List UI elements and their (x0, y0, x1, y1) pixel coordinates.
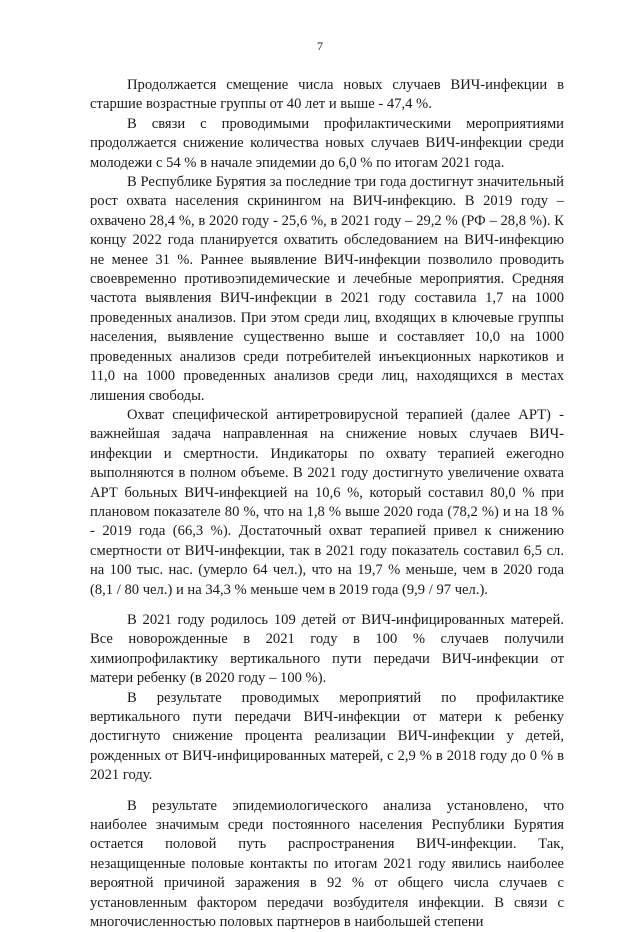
paragraph-transmission-route: В результате эпидемиологического анализа установлено, что наиболее значимым среди постоянного населения Республики Бурятия остается половой путь распространения ВИЧ-инфекции. Так, незащищенные половые контакты по итогам 2021 году явились наиболее вероятной причиной заражения в 92 % от общего числа случаев с установленным фактором передачи возбудителя инфекции. В связи с многочисленностью половых партнеров в наибольшей степени (90, 797, 564, 931)
document-body (90, 76, 564, 932)
paragraph-children-born: В 2021 году родилось 109 детей от ВИЧ-инфицированных матерей. Все новорожденные в 2021 году в 100 % случаев получили химиопрофилактику вертикального пути передачи ВИЧ-инфекции от матери ребенку (в 2020 году – 100 %). (90, 611, 564, 687)
paragraph-art-coverage: Охват специфической антиретровирусной терапией (далее АРТ) - важнейшая задача направленная на снижение новых случаев ВИЧ-инфекции и смертности. Индикаторы по охвату терапией ежегодно выполняются в полном объеме. В 2021 году достигнуто увеличение охвата АРТ больных ВИЧ-инфекцией на 10,6 %, который составил 80,0 % при плановом показателе 80 %, что на 1,8 % выше 2020 года (78,2 %) и на 18 % - 2019 года (66,3 %). Достаточный охват терапией привел к снижению смертности от ВИЧ-инфекции, так в 2021 году показатель составил 6,5 сл. на 100 тыс. нас. (умерло 64 чел.), что на 19,7 % меньше, чем в 2020 года (8,1 / 80 чел.) и на 34,3 % меньше чем в 2019 года (9,9 / 97 чел.). (90, 406, 564, 598)
paragraph-vertical-transmission: В результате проводимых мероприятий по профилактике вертикального пути передачи ВИЧ-инфекции от матери к ребенку достигнуто снижение процента реализации ВИЧ-инфекции у детей, рожденных от ВИЧ-инфицированных матерей, с 2,9 % в 2018 году до 0 % в 2021 году. (90, 689, 564, 784)
page-number: 7 (317, 39, 323, 53)
paragraph-age-shift: Продолжается смещение числа новых случаев ВИЧ-инфекции в старшие возрастные группы от 40 лет и выше - 47,4 %. (90, 77, 564, 113)
paragraph-youth-decrease: В связи с проводимыми профилактическими мероприятиями продолжается снижение количества новых случаев ВИЧ-инфекции среди молодежи с 54 % в начале эпидемии до 6,0 % по итогам 2021 года. (90, 115, 564, 171)
paragraph-screening-coverage: В Республике Бурятия за последние три года достигнут значительный рост охвата населения скринингом на ВИЧ-инфекцию. В 2019 году – охвачено 28,4 %, в 2020 году - 25,6 %, в 2021 году – 29,2 % (РФ – 28,8 %). К концу 2022 года планируется охватить обследованием на ВИЧ-инфекцию не менее 31 %. Раннее выявление ВИЧ-инфекции позволило проводить своевременно противоэпидемические и лечебные мероприятия. Средняя частота выявления ВИЧ-инфекции в 2021 году составила 1,7 на 1000 проведенных анализов. При этом среди лиц, входящих в ключевые группы населения, выявление существенно выше и составляет 10,0 на 1000 проведенных анализов среди потребителей инъекционных наркотиков и 11,0 на 1000 проведенных анализов среди лиц, находящихся в местах лишения свободы. (90, 174, 564, 404)
